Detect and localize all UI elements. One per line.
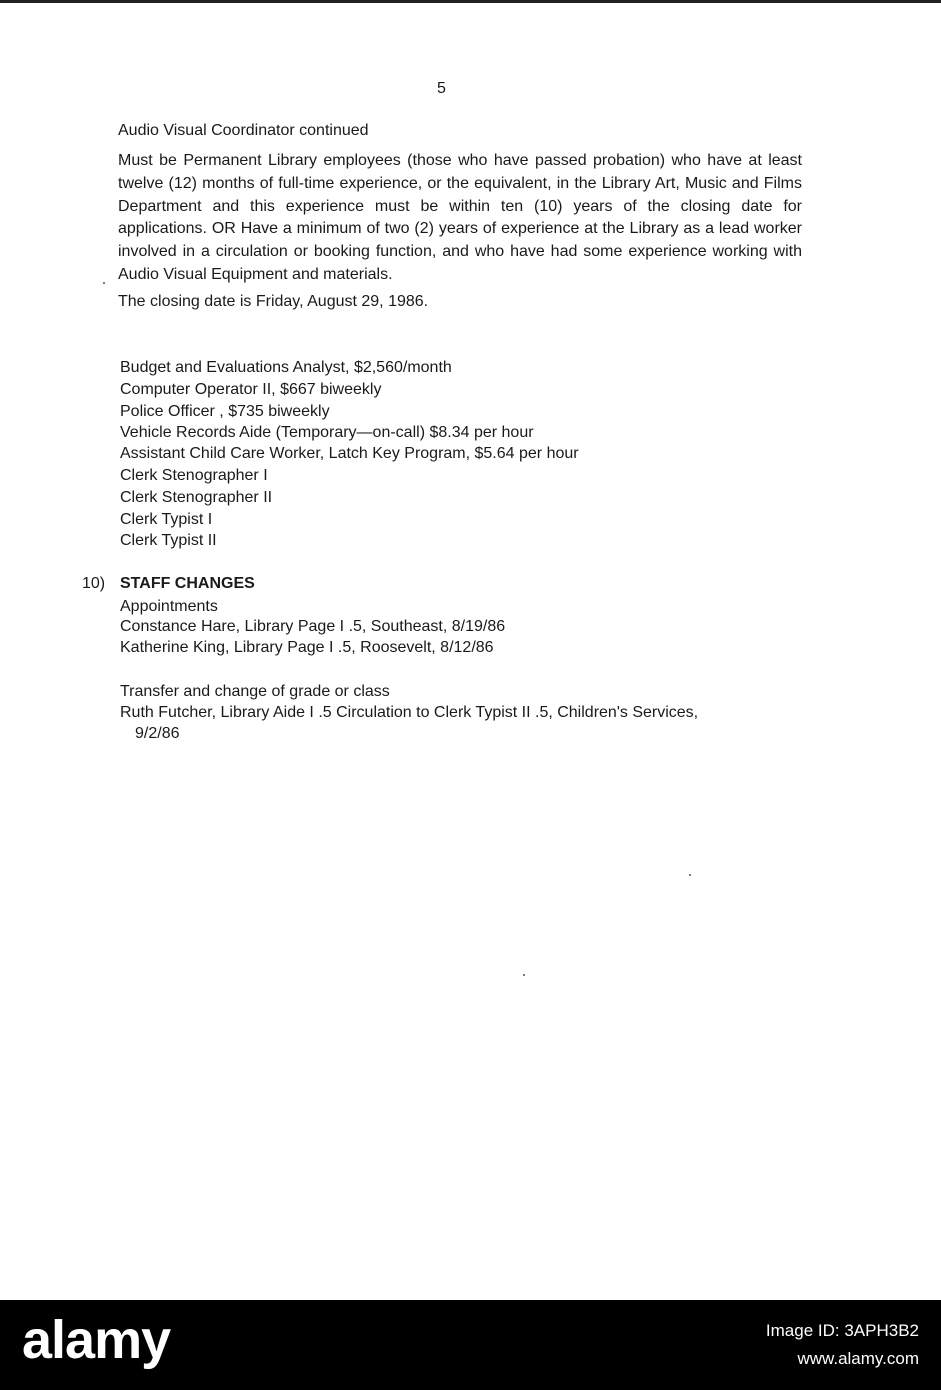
position-item: Budget and Evaluations Analyst, $2,560/month	[120, 359, 452, 376]
position-item: Clerk Typist I	[120, 511, 213, 528]
staff-changes-title: STAFF CHANGES	[120, 575, 255, 592]
position-item: Assistant Child Care Worker, Latch Key Program, $5.64 per hour	[120, 445, 579, 462]
position-item: Clerk Typist II	[120, 532, 217, 549]
requirements-paragraph: Must be Permanent Library employees (those who have passed probation) who have at least twelve (12) months of full-time experience, or the equivalent, in the Library Art, Music and Films Department and this experience must be within ten (10) years of the closing date for applications. OR Have a minimum of two (2) years of experience at the Library as a lead worker involved in a circulation or booking function, and who have had some experience working with Audio Visual Equipment and materials.	[118, 152, 802, 283]
position-item: Clerk Stenographer I	[120, 467, 268, 484]
transfer-label: Transfer and change of grade or class	[120, 683, 390, 700]
speck	[103, 282, 105, 284]
speck	[689, 874, 691, 876]
section-heading: Audio Visual Coordinator continued	[118, 122, 369, 139]
image-id: Image ID: 3APH3B2	[765, 1321, 919, 1340]
closing-date: The closing date is Friday, August 29, 1986.	[118, 293, 429, 310]
position-item: Police Officer , $735 biweekly	[120, 403, 330, 420]
position-item: Clerk Stenographer II	[120, 489, 273, 506]
appointments-label: Appointments	[120, 598, 218, 615]
section-number: 10)	[82, 575, 106, 592]
transfer-line: 9/2/86	[135, 725, 180, 742]
appointment-item: Katherine King, Library Page I .5, Roosevelt, 8/12/86	[120, 639, 494, 656]
site-url: www.alamy.com	[797, 1349, 919, 1368]
position-item: Computer Operator II, $667 biweekly	[120, 381, 382, 398]
speck	[523, 974, 525, 976]
alamy-logo: alamy	[22, 1310, 171, 1370]
position-item: Vehicle Records Aide (Temporary—on-call) $8.34 per hour	[120, 424, 534, 441]
transfer-line: Ruth Futcher, Library Aide I .5 Circulation to Clerk Typist II .5, Children's Services,	[120, 704, 699, 721]
appointment-item: Constance Hare, Library Page I .5, Southeast, 8/19/86	[120, 618, 506, 635]
page-number: 5	[437, 80, 446, 97]
